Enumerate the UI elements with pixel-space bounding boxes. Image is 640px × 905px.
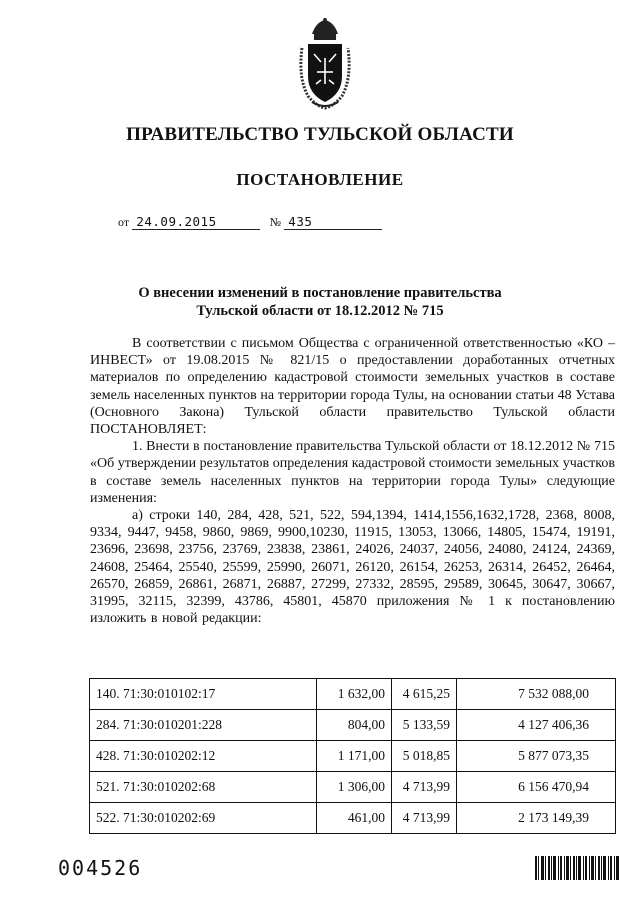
table-row: [90, 679, 616, 710]
table-cell-rate: 4 615,25: [392, 679, 457, 710]
serial-number: 004526: [58, 856, 143, 880]
table-row: [90, 741, 616, 772]
table-cell-value: 6 156 470,94: [457, 772, 616, 803]
table-cell-area: 461,00: [317, 803, 392, 834]
number-label: №: [269, 215, 282, 229]
barcode-icon: [535, 856, 620, 880]
table-cell-rate: 4 713,99: [392, 772, 457, 803]
document-meta: [118, 214, 382, 230]
table-cell-value: 5 877 073,35: [457, 741, 616, 772]
cadastral-values-table: [89, 678, 616, 834]
table-cell-area: 1 632,00: [317, 679, 392, 710]
table-cell-id: 140. 71:30:010102:17: [90, 679, 317, 710]
table-cell-value: 4 127 406,36: [457, 710, 616, 741]
document-subject: [0, 284, 640, 320]
subject-line-1: О внесении изменений в постановление правительства: [138, 285, 502, 301]
table-cell-value: 7 532 088,00: [457, 679, 616, 710]
table-cell-rate: 5 018,85: [392, 741, 457, 772]
table-row: [90, 803, 616, 834]
coat-of-arms-icon: [296, 18, 354, 110]
table-cell-area: 1 171,00: [317, 741, 392, 772]
table-cell-rate: 5 133,59: [392, 710, 457, 741]
table-cell-id: 428. 71:30:010202:12: [90, 741, 317, 772]
table-cell-area: 804,00: [317, 710, 392, 741]
table-cell-rate: 4 713,99: [392, 803, 457, 834]
body-paragraph-2: 1. Внести в постановление правительства Тульской области от 18.12.2012 № 715 «Об утверждении результатов определения кадастровой стоимости земельных участков в составе земель населенных пунктов на территории города Тулы» следующие изменения:: [90, 439, 615, 506]
table-row: [90, 710, 616, 741]
body-paragraph-3: а) строки 140, 284, 428, 521, 522, 594,1394, 1414,1556,1632,1728, 2368, 8008, 9334, 9447, 9458, 9860, 9869, 9900,10230, 11915, 13053, 13066, 14805, 15474, 19191, 23696, 23698, 23756, 23769, 23838, 23861, 24026, 24037, 24056, 24080, 24124, 24369, 24608, 25464, 25540, 25599, 25990, 26071, 26120, 26154, 26253, 26314, 26452, 26464, 26570, 26859, 26861, 26871, 26887, 27299, 27332, 28595, 29589, 30645, 30647, 30667, 31995, 32115, 32399, 43786, 45801, 45870 приложения № 1 к постановлению изложить в новой редакции:: [90, 508, 615, 627]
date-label: от: [118, 215, 130, 229]
subject-line-2: Тульской области от 18.12.2012 № 715: [196, 303, 444, 319]
table-cell-id: 522. 71:30:010202:69: [90, 803, 317, 834]
table-row: [90, 772, 616, 803]
document-body: [90, 335, 615, 627]
body-paragraph-1: В соответствии с письмом Общества с ограниченной ответственностью «КО – ИНВЕСТ» от 19.08.2015 № 821/15 о предоставлении доработанных отчетных материалов по определению кадастровой стоимости земельных участков в составе земель населенных пунктов на территории города Тулы, на основании статьи 48 Устава (Основного Закона) Тульской области правительство Тульской области ПОСТАНОВЛЯЕТ:: [90, 336, 615, 438]
organization-title: ПРАВИТЕЛЬСТВО ТУЛЬСКОЙ ОБЛАСТИ: [126, 124, 514, 145]
table-cell-id: 284. 71:30:010201:228: [90, 710, 317, 741]
document-number: 435: [284, 215, 382, 230]
table-cell-value: 2 173 149,39: [457, 803, 616, 834]
table-cell-area: 1 306,00: [317, 772, 392, 803]
table-cell-id: 521. 71:30:010202:68: [90, 772, 317, 803]
document-date: 24.09.2015: [132, 215, 260, 230]
document-type-title: ПОСТАНОВЛЕНИЕ: [236, 170, 404, 189]
